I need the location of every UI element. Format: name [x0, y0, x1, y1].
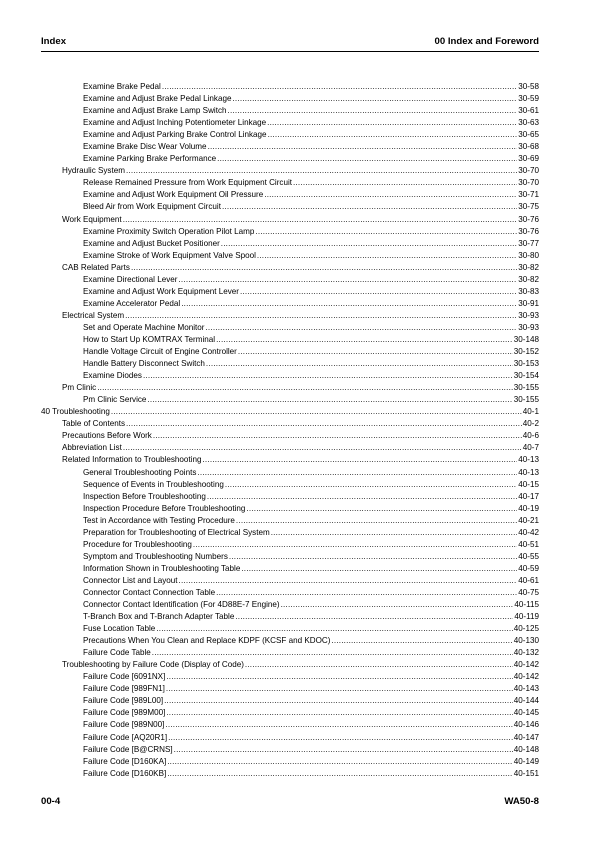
toc-entry-title: Information Shown in Troubleshooting Table [83, 563, 241, 573]
toc-entry[interactable] [41, 129, 539, 141]
toc-entry-page: 40-115 [514, 600, 539, 610]
toc-entry-title: Examine Proximity Switch Operation Pilot Lamp [83, 226, 255, 236]
toc-entry[interactable] [41, 165, 539, 177]
toc-dot-leader [111, 406, 522, 418]
toc-entry[interactable] [41, 214, 539, 226]
toc-dot-leader [156, 623, 513, 635]
page-footer [41, 796, 539, 810]
toc-entry-page: 30-69 [518, 154, 539, 164]
toc-entry-title: Handle Voltage Circuit of Engine Controller [83, 347, 237, 357]
toc-entry-title: Pm Clinic [62, 383, 97, 393]
toc-dot-leader [168, 732, 513, 744]
toc-dot-leader [257, 250, 517, 262]
toc-dot-leader [206, 358, 513, 370]
toc-entry-title: Failure Code [989N00] [83, 720, 165, 730]
toc-entry-title: CAB Related Parts [62, 262, 130, 272]
toc-entry-title: Preparation for Troubleshooting of Electrical System [83, 527, 270, 537]
toc-entry[interactable] [41, 418, 539, 430]
toc-entry-title: Failure Code [989M00] [83, 708, 166, 718]
toc-entry-page: 40-19 [518, 503, 539, 513]
toc-entry-title: Examine Accelerator Pedal [83, 298, 181, 308]
toc-entry-title: Troubleshooting by Failure Code (Display of Code) [62, 660, 244, 670]
toc-entry-title: Related Information to Troubleshooting [62, 455, 202, 465]
toc-entry-title: Table of Contents [62, 419, 125, 429]
toc-entry-page: 40-15 [518, 479, 539, 489]
toc-entry[interactable] [41, 695, 539, 707]
toc-entry-title: Examine and Adjust Brake Lamp Switch [83, 106, 227, 116]
toc-dot-leader [232, 93, 517, 105]
toc-entry[interactable] [41, 226, 539, 238]
toc-entry-page: 30-63 [518, 118, 539, 128]
toc-entry-page: 30-152 [513, 347, 539, 357]
toc-entry-page: 30-82 [518, 274, 539, 284]
toc-dot-leader [241, 563, 517, 575]
toc-entry-title: Failure Code [B@CRNS] [83, 744, 173, 754]
toc-entry-page: 30-82 [518, 262, 539, 272]
toc-entry-page: 40-143 [513, 684, 539, 694]
toc-entry-page: 40-1 [522, 407, 539, 417]
toc-entry-page: 30-153 [513, 359, 539, 369]
toc-entry-page: 30-58 [518, 82, 539, 91]
toc-entry[interactable] [41, 467, 539, 479]
toc-entry[interactable] [41, 719, 539, 731]
toc-entry-page: 30-93 [518, 322, 539, 332]
toc-dot-leader [123, 214, 518, 226]
toc-entry[interactable] [41, 310, 539, 322]
toc-entry[interactable] [41, 671, 539, 683]
toc-entry-page: 40-125 [513, 624, 539, 634]
toc-entry[interactable] [41, 346, 539, 358]
toc-entry-title: Handle Battery Disconnect Switch [83, 359, 205, 369]
toc-entry[interactable] [41, 189, 539, 201]
toc-entry[interactable] [41, 479, 539, 491]
toc-entry-title: Examine Brake Pedal [83, 82, 161, 91]
toc-dot-leader [165, 719, 512, 731]
toc-entry-title: Set and Operate Machine Monitor [83, 322, 205, 332]
toc-entry-title: Failure Code [AQ20R1] [83, 732, 168, 742]
toc-entry-title: Examine and Adjust Work Equipment Lever [83, 286, 239, 296]
toc-entry-page: 30-65 [518, 130, 539, 140]
toc-entry[interactable] [41, 322, 539, 334]
toc-dot-leader [125, 310, 517, 322]
toc-dot-leader [238, 346, 513, 358]
toc-dot-leader [162, 81, 517, 93]
toc-dot-leader [245, 659, 513, 671]
header-chapter-title: 00 Index and Foreword [434, 36, 539, 47]
header-section-title: Index [41, 36, 67, 47]
toc-dot-leader [267, 117, 517, 129]
toc-entry-page: 40-21 [518, 515, 539, 525]
toc-entry[interactable] [41, 503, 539, 515]
table-of-contents [41, 81, 539, 780]
toc-entry-page: 30-80 [518, 250, 539, 260]
toc-entry[interactable] [41, 298, 539, 310]
toc-dot-leader [331, 635, 512, 647]
toc-entry-page: 40-13 [518, 455, 539, 465]
toc-dot-leader [197, 467, 517, 479]
toc-entry-title: Examine and Adjust Work Equipment Oil Pressure [83, 190, 264, 200]
toc-entry-title: Failure Code Table [83, 648, 151, 658]
toc-entry[interactable] [41, 611, 539, 623]
toc-entry-page: 40-132 [513, 648, 539, 658]
toc-dot-leader [207, 491, 517, 503]
toc-dot-leader [152, 647, 513, 659]
toc-entry[interactable] [41, 563, 539, 575]
toc-entry-page: 40-75 [518, 587, 539, 597]
toc-entry-page: 30-148 [513, 334, 539, 344]
toc-dot-leader [167, 768, 513, 780]
toc-entry-title: Failure Code [D160KB] [83, 768, 167, 778]
toc-entry[interactable] [41, 93, 539, 105]
toc-dot-leader [167, 756, 513, 768]
toc-entry[interactable] [41, 382, 539, 394]
toc-entry[interactable] [41, 406, 539, 418]
toc-entry[interactable] [41, 238, 539, 250]
toc-entry-page: 40-142 [513, 672, 539, 682]
toc-entry-page: 40-6 [522, 431, 539, 441]
toc-entry[interactable] [41, 81, 539, 93]
toc-dot-leader [225, 479, 517, 491]
toc-entry[interactable] [41, 707, 539, 719]
toc-entry-title: Failure Code [D160KA] [83, 756, 167, 766]
toc-dot-leader [216, 587, 517, 599]
toc-entry-title: Examine and Adjust Inching Potentiometer Linkage [83, 118, 267, 128]
toc-dot-leader [126, 418, 522, 430]
toc-entry-page: 30-77 [518, 238, 539, 248]
toc-entry-page: 30-91 [518, 298, 539, 308]
toc-entry-page: 40-7 [522, 443, 539, 453]
toc-entry-page: 30-71 [518, 190, 539, 200]
toc-entry-page: 30-76 [518, 226, 539, 236]
toc-entry[interactable] [41, 262, 539, 274]
toc-dot-leader [181, 298, 517, 310]
toc-entry-page: 40-119 [514, 612, 539, 622]
toc-dot-leader [293, 177, 517, 189]
toc-entry[interactable] [41, 491, 539, 503]
toc-entry[interactable] [41, 623, 539, 635]
toc-dot-leader [255, 226, 517, 238]
toc-entry[interactable] [41, 370, 539, 382]
toc-dot-leader [222, 201, 517, 213]
toc-entry[interactable] [41, 454, 539, 466]
toc-dot-leader [228, 105, 518, 117]
model-number: WA50-8 [504, 796, 539, 807]
toc-entry[interactable] [41, 250, 539, 262]
toc-dot-leader [147, 394, 512, 406]
toc-dot-leader [166, 707, 512, 719]
toc-entry-title: Bleed Air from Work Equipment Circuit [83, 202, 221, 212]
toc-entry-title: T-Branch Box and T-Branch Adapter Table [83, 612, 235, 622]
toc-dot-leader [202, 454, 517, 466]
toc-entry-page: 40-130 [513, 636, 539, 646]
toc-dot-leader [235, 611, 513, 623]
toc-dot-leader [246, 503, 517, 515]
toc-entry[interactable] [41, 358, 539, 370]
toc-dot-leader [221, 238, 518, 250]
toc-entry-page: 40-145 [513, 708, 539, 718]
toc-entry-title: How to Start Up KOMTRAX Terminal [83, 334, 216, 344]
toc-entry-page: 30-75 [518, 202, 539, 212]
toc-entry-title: Abbreviation List [62, 443, 122, 453]
toc-entry-page: 30-61 [518, 106, 539, 116]
toc-entry-title: Examine Diodes [83, 371, 142, 381]
toc-dot-leader [123, 442, 522, 454]
toc-entry-title: Fuse Location Table [83, 624, 156, 634]
toc-entry[interactable] [41, 117, 539, 129]
toc-dot-leader [268, 129, 518, 141]
toc-entry[interactable] [41, 141, 539, 153]
toc-entry[interactable] [41, 442, 539, 454]
toc-entry-title: 40 Troubleshooting [41, 407, 110, 417]
toc-entry-title: Examine and Adjust Parking Brake Control Linkage [83, 130, 267, 140]
toc-entry-page: 40-147 [513, 732, 539, 742]
toc-entry[interactable] [41, 768, 539, 780]
page-number: 00-4 [41, 796, 61, 807]
toc-entry[interactable] [41, 515, 539, 527]
toc-dot-leader [205, 322, 517, 334]
toc-entry-page: 40-13 [518, 467, 539, 477]
toc-entry[interactable] [41, 587, 539, 599]
toc-entry-title: Work Equipment [62, 214, 122, 224]
toc-dot-leader [281, 599, 514, 611]
toc-entry-title: Failure Code [6091NX] [83, 672, 166, 682]
toc-dot-leader [126, 165, 517, 177]
toc-entry-title: Symptom and Troubleshooting Numbers [83, 551, 228, 561]
toc-entry-title: Release Remained Pressure from Work Equipment Circuit [83, 178, 293, 188]
toc-entry[interactable] [41, 527, 539, 539]
toc-entry-title: Examine and Adjust Brake Pedal Linkage [83, 94, 232, 104]
toc-dot-leader [179, 575, 518, 587]
toc-entry-page: 30-76 [518, 214, 539, 224]
toc-entry-title: General Troubleshooting Points [83, 467, 197, 477]
page-header [41, 36, 539, 50]
toc-entry-title: Failure Code [989L00] [83, 696, 164, 706]
toc-entry-title: Connector List and Layout [83, 575, 178, 585]
toc-dot-leader [229, 551, 517, 563]
toc-entry-page: 30-155 [513, 383, 539, 393]
toc-entry-page: 40-142 [513, 660, 539, 670]
toc-dot-leader [216, 334, 513, 346]
toc-entry-title: Connector Contact Connection Table [83, 587, 216, 597]
toc-dot-leader [178, 274, 517, 286]
toc-entry-title: Examine and Adjust Bucket Positioner [83, 238, 220, 248]
toc-entry-page: 30-83 [518, 286, 539, 296]
toc-entry-title: Examine Directional Lever [83, 274, 178, 284]
toc-entry-page: 40-42 [518, 527, 539, 537]
toc-dot-leader [131, 262, 517, 274]
toc-entry[interactable] [41, 744, 539, 756]
toc-dot-leader [217, 153, 517, 165]
toc-dot-leader [166, 671, 512, 683]
toc-entry[interactable] [41, 635, 539, 647]
toc-entry-title: Precautions When You Clean and Replace KDPF (KCSF and KDOC) [83, 636, 331, 646]
toc-entry-title: Sequence of Events in Troubleshooting [83, 479, 224, 489]
toc-entry[interactable] [41, 201, 539, 213]
toc-entry-page: 40-61 [518, 575, 539, 585]
toc-entry-title: Inspection Before Troubleshooting [83, 491, 206, 501]
toc-entry[interactable] [41, 394, 539, 406]
toc-entry-page: 40-149 [513, 756, 539, 766]
toc-entry-title: Procedure for Troubleshooting [83, 539, 192, 549]
toc-entry[interactable] [41, 177, 539, 189]
toc-entry[interactable] [41, 539, 539, 551]
toc-entry-title: Electrical System [62, 310, 125, 320]
toc-entry-page: 40-17 [518, 491, 539, 501]
toc-entry[interactable] [41, 153, 539, 165]
toc-entry-title: Precautions Before Work [62, 431, 152, 441]
toc-entry[interactable] [41, 551, 539, 563]
toc-dot-leader [97, 382, 513, 394]
toc-dot-leader [271, 527, 518, 539]
toc-entry-page: 40-144 [513, 696, 539, 706]
toc-dot-leader [166, 683, 513, 695]
toc-entry-page: 40-146 [513, 720, 539, 730]
toc-entry-page: 40-55 [518, 551, 539, 561]
toc-entry[interactable] [41, 430, 539, 442]
toc-entry[interactable] [41, 334, 539, 346]
toc-entry[interactable] [41, 575, 539, 587]
toc-dot-leader [240, 286, 517, 298]
toc-entry-page: 40-51 [518, 539, 539, 549]
toc-entry-title: Connector Contact Identification (For 4D88E-7 Engine) [83, 600, 280, 610]
toc-entry[interactable] [41, 683, 539, 695]
toc-entry[interactable] [41, 105, 539, 117]
toc-entry[interactable] [41, 274, 539, 286]
toc-entry-title: Examine Parking Brake Performance [83, 154, 217, 164]
toc-entry-title: Examine Stroke of Work Equipment Valve Spool [83, 250, 256, 260]
toc-dot-leader [264, 189, 517, 201]
toc-entry[interactable] [41, 286, 539, 298]
toc-dot-leader [164, 695, 513, 707]
toc-dot-leader [193, 539, 517, 551]
toc-entry-title: Pm Clinic Service [83, 395, 147, 405]
toc-entry-page: 40-148 [513, 744, 539, 754]
toc-entry[interactable] [41, 756, 539, 768]
toc-entry-title: Failure Code [989FN1] [83, 684, 165, 694]
toc-entry[interactable] [41, 732, 539, 744]
toc-entry-title: Inspection Procedure Before Troubleshooting [83, 503, 246, 513]
toc-entry-page: 30-155 [513, 395, 539, 405]
toc-dot-leader [208, 141, 518, 153]
toc-entry-title: Test in Accordance with Testing Procedure [83, 515, 235, 525]
toc-entry-title: Hydraulic System [62, 166, 125, 176]
toc-dot-leader [153, 430, 522, 442]
toc-entry[interactable] [41, 647, 539, 659]
toc-entry-page: 30-70 [518, 178, 539, 188]
toc-entry-page: 40-59 [518, 563, 539, 573]
toc-entry-page: 40-151 [513, 768, 539, 778]
toc-entry-page: 30-59 [518, 94, 539, 104]
toc-entry-page: 30-68 [518, 142, 539, 152]
toc-entry-page: 40-2 [522, 419, 539, 429]
toc-dot-leader [174, 744, 513, 756]
toc-dot-leader [143, 370, 513, 382]
toc-entry-page: 30-154 [513, 371, 539, 381]
toc-dot-leader [236, 515, 517, 527]
toc-entry-title: Examine Brake Disc Wear Volume [83, 142, 207, 152]
toc-entry-page: 30-93 [518, 310, 539, 320]
toc-entry-page: 30-70 [518, 166, 539, 176]
toc-entry[interactable] [41, 659, 539, 671]
toc-entry[interactable] [41, 599, 539, 611]
header-divider [41, 51, 539, 52]
